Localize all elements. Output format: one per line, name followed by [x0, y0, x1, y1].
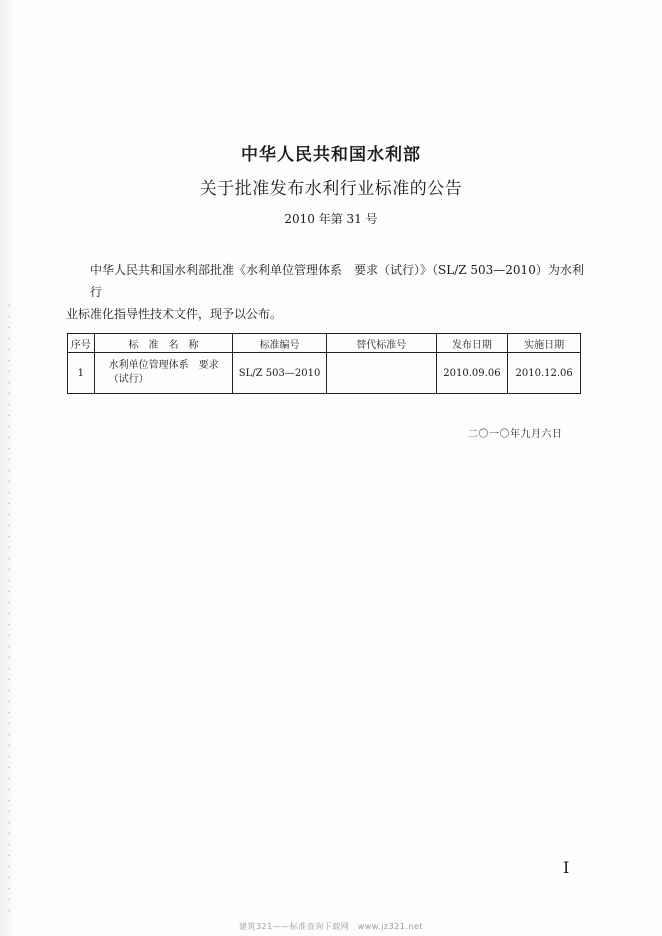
cell-seq: 1	[68, 353, 95, 394]
cell-replace	[326, 353, 436, 394]
scan-binding-marks	[6, 300, 12, 920]
cell-name	[94, 353, 233, 394]
standards-table	[67, 333, 581, 394]
announcement-number: 2010 年第 31 号	[284, 212, 378, 226]
header-implemented: 实施日期	[508, 334, 581, 353]
cell-published: 2010.09.06	[436, 353, 508, 394]
header-name: 标 准 名 称	[94, 334, 233, 353]
header-code: 标准编号	[233, 334, 327, 353]
issue-date: 二〇一〇年九月六日	[468, 429, 563, 440]
cell-implemented: 2010.12.06	[508, 353, 581, 394]
cell-name-line-2: （试行）	[108, 374, 149, 385]
table-header-row	[68, 334, 581, 353]
cell-name-line-1: 水利单位管理体系 要求	[108, 360, 219, 371]
header-replace: 替代标准号	[326, 334, 436, 353]
page-number: I	[563, 858, 570, 877]
announcement-body	[66, 259, 584, 325]
cell-code: SL/Z 503—2010	[233, 353, 327, 394]
header-seq: 序号	[68, 334, 95, 353]
issuing-organization: 中华人民共和国水利部	[241, 145, 421, 165]
body-line-2: 业标准化指导性技术文件，现予以公布。	[66, 307, 283, 321]
body-line-1: 中华人民共和国水利部批准《水利单位管理体系 要求（试行）》（SL/Z 503—2010）为水利行	[90, 263, 584, 299]
footer-watermark: 建筑321——标准查询下载网 www.jz321.net	[238, 922, 424, 931]
announcement-title: 关于批准发布水利行业标准的公告	[199, 179, 463, 199]
header-published: 发布日期	[436, 334, 508, 353]
table-row	[68, 353, 581, 394]
